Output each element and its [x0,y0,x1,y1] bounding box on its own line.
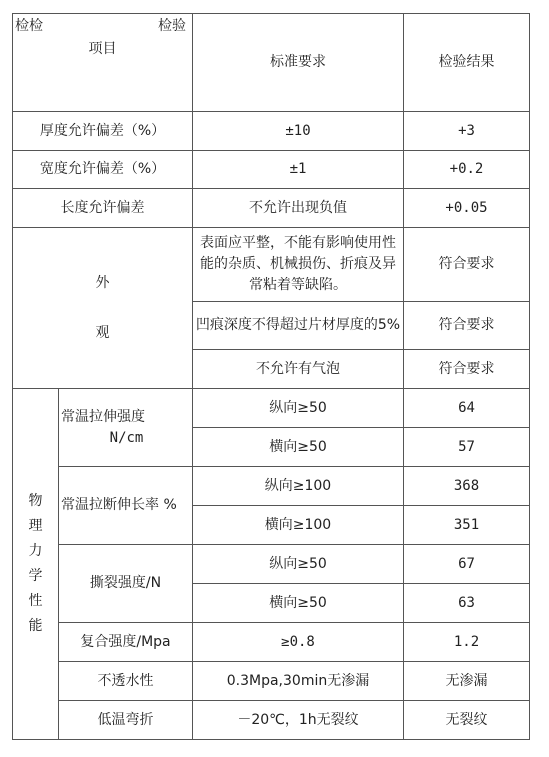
appearance-standard-2: 凹痕深度不得超过片材厚度的5% [193,302,404,350]
row-label-width: 宽度允许偏差（%） [13,151,193,189]
physical-char: 性 [28,593,43,609]
appearance-result-2: 符合要求 [404,302,530,350]
composite-result: 1.2 [404,623,530,662]
header-item-cell [13,14,193,112]
header-standard: 标准要求 [193,14,404,112]
row-label-thickness: 厚度允许偏差（%） [13,112,193,151]
physical-char: 物 [28,493,43,509]
impermeability-result: 无渗漏 [404,662,530,701]
elongation-standard-longitudinal: 纵向≥100 [193,467,404,506]
row-standard-width: ±1 [193,151,404,189]
table-row [13,623,530,662]
appearance-label-1: 外 [95,275,110,291]
elongation-standard-transverse: 横向≥100 [193,506,404,545]
tear-label: 撕裂强度/N [59,545,193,623]
tensile-result-transverse: 57 [404,428,530,467]
composite-standard: ≥0.8 [193,623,404,662]
table-row [13,189,530,228]
row-standard-length: 不允许出现负值 [193,189,404,228]
row-label-length: 长度允许偏差 [13,189,193,228]
row-standard-thickness: ±10 [193,112,404,151]
table-row [13,151,530,189]
tear-standard-longitudinal: 纵向≥50 [193,545,404,584]
appearance-standard-1: 表面应平整，不能有影响使用性能的杂质、机械损伤、折痕及异常粘着等缺陷。 [193,228,404,302]
tear-result-longitudinal: 67 [404,545,530,584]
physical-char: 能 [28,618,43,634]
appearance-standard-3: 不允许有气泡 [193,350,404,389]
low-temp-bend-label: 低温弯折 [59,701,193,740]
physical-char: 力 [28,543,43,559]
tensile-result-longitudinal: 64 [404,389,530,428]
composite-label: 复合强度/Mpa [59,623,193,662]
tear-standard-transverse: 横向≥50 [193,584,404,623]
impermeability-standard: 0.3Mpa,30min无渗漏 [193,662,404,701]
table-row [13,545,530,584]
impermeability-label: 不透水性 [59,662,193,701]
appearance-result-3: 符合要求 [404,350,530,389]
header-item-center: 项目 [88,41,117,57]
table-row [13,228,530,302]
appearance-label-cell [13,228,193,389]
row-result-width: +0.2 [404,151,530,189]
physical-char: 理 [28,518,43,534]
tensile-strength-label [59,389,193,467]
tensile-standard-longitudinal: 纵向≥50 [193,389,404,428]
table-row [13,662,530,701]
tensile-strength-name: 常温拉伸强度 [61,408,145,425]
elongation-result-longitudinal: 368 [404,467,530,506]
inspection-table [12,13,530,740]
table-row [13,467,530,506]
table-header-row [13,14,530,112]
tensile-strength-unit: N/cm [109,429,144,446]
appearance-label-2: 观 [95,325,110,341]
header-result: 检验结果 [404,14,530,112]
row-result-thickness: +3 [404,112,530,151]
elongation-result-transverse: 351 [404,506,530,545]
physical-group-label [13,389,59,740]
table-row [13,389,530,428]
tensile-standard-transverse: 横向≥50 [193,428,404,467]
table-row [13,701,530,740]
appearance-result-1: 符合要求 [404,228,530,302]
header-item-left: 检检 [15,18,43,34]
low-temp-bend-standard: －20℃，1h无裂纹 [193,701,404,740]
elongation-label: 常温拉断伸长率 % [59,467,193,545]
table-row [13,112,530,151]
row-result-length: +0.05 [404,189,530,228]
header-item-right: 检验 [158,18,186,34]
low-temp-bend-result: 无裂纹 [404,701,530,740]
tear-result-transverse: 63 [404,584,530,623]
physical-char: 学 [28,568,43,584]
